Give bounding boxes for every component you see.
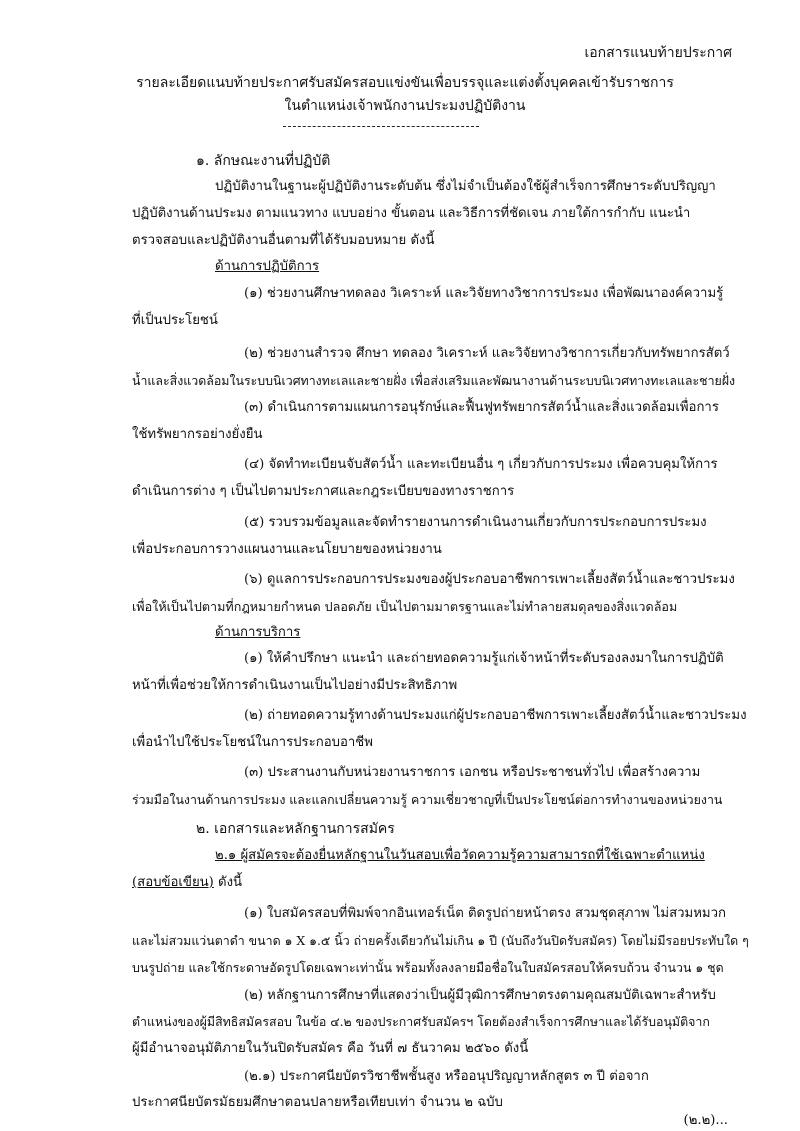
continuation-marker: (๒.๒)... (683, 1113, 728, 1128)
svc-item3-line2: ร่วมมือในงานด้านการประมง และแลกเปลี่ยนความรู้ ความเชี่ยวชาญที่เป็นประโยชน์ต่อการทำงานของหน่วยงาน (132, 792, 723, 807)
document-title-line1: รายละเอียดแนบท้ายประกาศรับสมัครสอบแข่งขันเพื่อบรรจุและแต่งตั้งบุคคลเข้ารับราชการ (136, 75, 674, 91)
services-heading: ด้านการบริการ (215, 625, 301, 640)
ops-item4-line1: (๔) จัดทำทะเบียนจับสัตว์น้ำ และทะเบียนอื่น ๆ เกี่ยวกับการประมง เพื่อควบคุมให้การ (244, 457, 718, 472)
attachment-tag: เอกสารแนบท้ายประกาศ (584, 45, 732, 61)
svc-item1-line1: (๑) ให้คำปรึกษา แนะนำ และถ่ายทอดความรู้แก่เจ้าหน้าที่ระดับรองลงมาในการปฏิบัติ (244, 651, 724, 666)
s2-item1-line2: และไม่สวมแว่นตาดำ ขนาด ๑ X ๑.๕ นิ้ว ถ่ายครั้งเดียวกันไม่เกิน ๑ ปี (นับถึงวันปิดรับสมัคร) โดยไม่มีรอยประทับใด ๆ (132, 933, 749, 948)
s2-item21-line2: ประกาศนียบัตรมัธยมศึกษาตอนปลายหรือเทียบเท่า จำนวน ๒ ฉบับ (132, 1095, 503, 1110)
ops-item1-line1: (๑) ช่วยงานศึกษาทดลอง วิเคราะห์ และวิจัยทางวิชาการประมง เพื่อพัฒนาองค์ความรู้ (244, 286, 724, 301)
written-exam-label: (สอบข้อเขียน) (132, 875, 214, 890)
section2-1-heading-cont (132, 874, 242, 892)
document-title-line2: ในตำแหน่งเจ้าพนักงานประมงปฏิบัติงาน (284, 98, 526, 114)
section1-heading: ๑. ลักษณะงานที่ปฏิบัติ (196, 153, 331, 169)
s2-item2-line1: (๒) หลักฐานการศึกษาที่แสดงว่าเป็นผู้มีวุฒิการศึกษาตรงตามคุณสมบัติเฉพาะสำหรับ (244, 988, 716, 1003)
operations-heading: ด้านการปฏิบัติการ (215, 259, 320, 274)
section1-intro-line1: ปฏิบัติงานในฐานะผู้ปฏิบัติงานระดับต้น ซึ่งไม่จำเป็นต้องใช้ผู้สำเร็จการศึกษาระดับปริญญา (215, 179, 716, 194)
s2-item21-line1: (๒.๑) ประกาศนียบัตรวิชาชีพชั้นสูง หรืออนุปริญญาหลักสูตร ๓ ปี ต่อจาก (244, 1069, 649, 1084)
section2-1-heading-tail: ดังนี้ (213, 875, 243, 890)
svc-item2-line2: เพื่อนำไปใช้ประโยชน์ในการประกอบอาชีพ (132, 735, 373, 750)
ops-item6-line1: (๖) ดูแลการประกอบการประมงของผู้ประกอบอาชีพการเพาะเลี้ยงสัตว์น้ำและชาวประมง (244, 572, 735, 587)
section1-intro-line2: ปฏิบัติงานด้านประมง ตามแนวทาง แบบอย่าง ขั้นตอน และวิธีการที่ชัดเจน ภายใต้การกำกับ แนะนำ (132, 206, 691, 221)
svc-item3-line1: (๓) ประสานงานกับหน่วยงานราชการ เอกชน หรือประชาชนทั่วไป เพื่อสร้างความ (244, 765, 701, 780)
svc-item2-line1: (๒) ถ่ายทอดความรู้ทางด้านประมงแก่ผู้ประกอบอาชีพการเพาะเลี้ยงสัตว์น้ำและชาวประมง (244, 708, 747, 723)
section2-1-heading: ๒.๑ ผู้สมัครจะต้องยื่นหลักฐานในวันสอบเพื่อวัดความรู้ความสามารถที่ใช้เฉพาะตำแหน่ง (215, 848, 705, 863)
ops-item3-line1: (๓) ดำเนินการตามแผนการอนุรักษ์และฟื้นฟูทรัพยากรสัตว์น้ำและสิ่งแวดล้อมเพื่อการ (244, 400, 719, 415)
s2-item2-line2: ตำแหน่งของผู้มีสิทธิสมัครสอบ ในข้อ ๔.๒ ของประกาศรับสมัครฯ โดยต้องสำเร็จการศึกษาและได้รับอนุมัติจาก (132, 1014, 710, 1029)
section2-heading: ๒. เอกสารและหลักฐานการสมัคร (196, 821, 395, 837)
ops-item6-line2: เพื่อให้เป็นไปตามที่กฎหมายกำหนด ปลอดภัย เป็นไปตามมาตรฐานและไม่ทำลายสมดุลของสิ่งแวดล้อม (132, 599, 678, 614)
ops-item5-line2: เพื่อประกอบการวางแผนงานและนโยบายของหน่วยงาน (132, 542, 442, 557)
s2-item1-line1: (๑) ใบสมัครสอบที่พิมพ์จากอินเทอร์เน็ต ติดรูปถ่ายหน้าตรง สวมชุดสุภาพ ไม่สวมหมวก (244, 906, 726, 921)
ops-item5-line1: (๕) รวบรวมข้อมูลและจัดทำรายงานการดำเนินงานเกี่ยวกับการประกอบการประมง (244, 515, 707, 530)
ops-item1-line2: ที่เป็นประโยชน์ (132, 313, 218, 328)
ops-item4-line2: ดำเนินการต่าง ๆ เป็นไปตามประกาศและกฎระเบียบของทางราชการ (132, 484, 515, 499)
ops-item2-line1: (๒) ช่วยงานสำรวจ ศึกษา ทดลอง วิเคราะห์ และวิจัยทางวิชาการเกี่ยวกับทรัพยากรสัตว์ (244, 346, 730, 361)
s2-item2-line3: ผู้มีอำนาจอนุมัติภายในวันปิดรับสมัคร คือ วันที่ ๗ ธันวาคม ๒๕๖๐ ดังนี้ (132, 1041, 529, 1056)
svc-item1-line2: หน้าที่เพื่อช่วยให้การดำเนินงานเป็นไปอย่างมีประสิทธิภาพ (132, 678, 458, 693)
section1-intro-line3: ตรวจสอบและปฏิบัติงานอื่นตามที่ได้รับมอบหมาย ดังนี้ (132, 233, 435, 248)
ops-item2-line2: น้ำและสิ่งแวดล้อมในระบบนิเวศทางทะเลและชายฝั่ง เพื่อส่งเสริมและพัฒนางานด้านระบบนิเวศทางทะเลและชายฝั่ง (132, 373, 736, 388)
title-divider (283, 126, 479, 127)
s2-item1-line3: บนรูปถ่าย และใช้กระดาษอัดรูปโดยเฉพาะเท่านั้น พร้อมทั้งลงลายมือชื่อในใบสมัครสอบให้ครบถ้วน จำนวน ๑ ชุด (132, 960, 724, 975)
ops-item3-line2: ใช้ทรัพยากรอย่างยั่งยืน (132, 427, 263, 442)
